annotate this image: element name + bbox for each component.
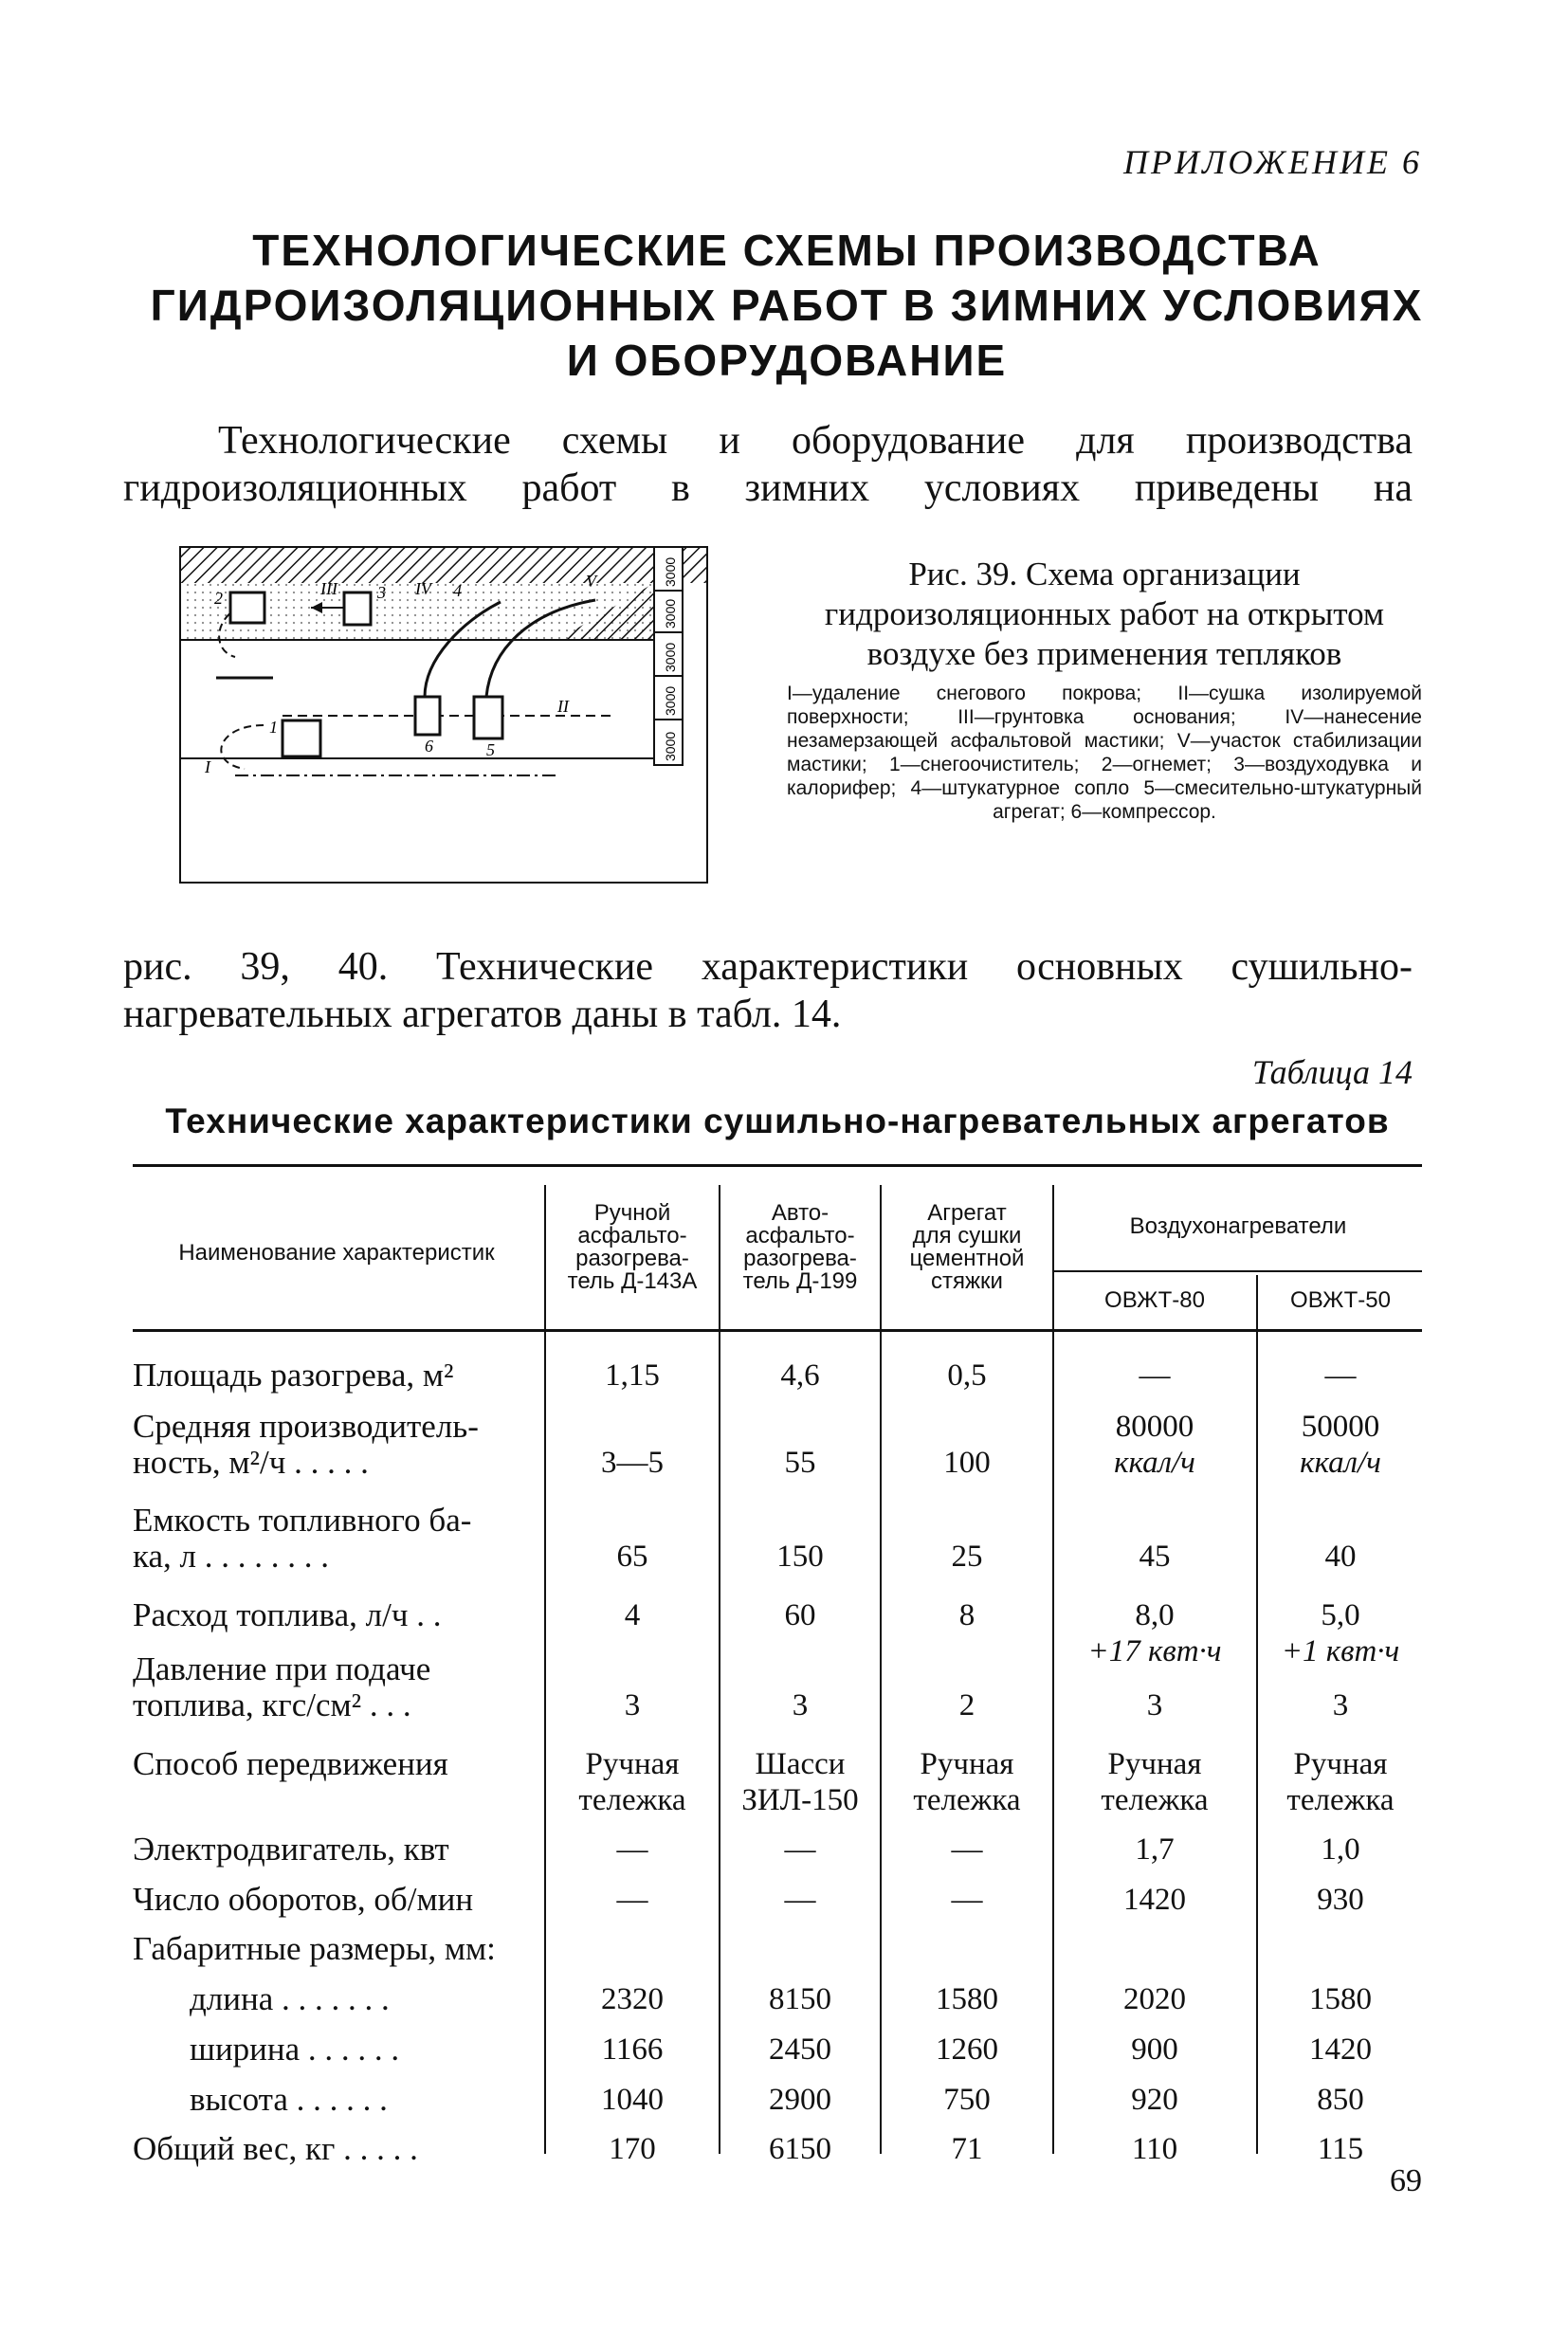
zone-label: V <box>586 572 596 591</box>
dimension-label: 3000 <box>663 685 678 716</box>
table-cell: Шасси ЗИЛ-150 <box>741 1747 859 1817</box>
row-label <box>133 1503 540 1575</box>
table-cell: — <box>951 1883 983 1917</box>
table-header-rule <box>133 1329 1422 1332</box>
row-label-line: ка, л . . . . . . . . <box>133 1538 329 1575</box>
table-cell: 2900 <box>769 2083 831 2117</box>
header-group-air-heaters: Воздухонагреватели <box>1129 1213 1347 1239</box>
dimension-label: 3000 <box>663 556 678 587</box>
table-cell: 170 <box>609 2132 656 2166</box>
row-label-line: высота . . . . . . <box>190 2081 388 2118</box>
table-cell: — <box>616 1883 648 1917</box>
table-cell: 4 <box>624 1598 641 1632</box>
zone-label: III <box>320 579 337 598</box>
page-title <box>123 223 1450 388</box>
row-label <box>133 1882 540 1918</box>
table-cell: 2320 <box>601 1982 664 2016</box>
header-col-5: ОВЖТ-50 <box>1290 1287 1391 1313</box>
table-cell: 2020 <box>1123 1982 1186 2016</box>
row-label <box>133 1409 540 1481</box>
table-cell: 8,0 +17 квт·ч <box>1087 1598 1222 1668</box>
machine-label: 1 <box>269 718 278 737</box>
header-col-1: Ручной асфальто- разогрева- тель Д-143А <box>567 1200 698 1294</box>
row-label-line: Емкость топливного ба- <box>133 1502 472 1539</box>
table-top-rule <box>133 1164 1422 1167</box>
figure-legend: I—удаление снегового покрова; II—сушка изолируемой поверхности; III—грунтовка основания; IV—нанесение незамерзающей асфальтовой мастики; V—участок стабилизации мастики; 1—снегоочиститель; 2—огнемет; 3—воздуходувка и калорифер; 4—штукатурное сопло 5—смесительно-штукатурный агрегат; 6—компрессор. <box>787 683 1422 823</box>
table-cell: Ручная тележка <box>578 1747 686 1817</box>
row-label-line: Число оборотов, об/мин <box>133 1881 474 1918</box>
row-label-line: Площадь разогрева, м² <box>133 1357 454 1394</box>
column-divider <box>880 1185 882 2154</box>
row-label <box>133 2131 540 2167</box>
machine-label: 6 <box>425 737 433 756</box>
row-label-line: Средняя производитель- <box>133 1408 479 1445</box>
table-cell: 4,6 <box>780 1358 820 1393</box>
table-label: Таблица 14 <box>1251 1053 1413 1091</box>
table-cell: 920 <box>1131 2083 1178 2117</box>
row-label-line: Давление при подаче <box>133 1650 431 1687</box>
figure-caption-title: Рис. 39. Схема организации гидроизоляционных работ на открытом воздухе без применения тепляков <box>824 556 1385 672</box>
table-cell: 0,5 <box>947 1358 987 1393</box>
continuation-paragraph: рис. 39, 40. Технические характеристики основных сушильно-нагревательных агрегатов даны в табл. 14. <box>123 945 1413 1036</box>
table-cell: 3 <box>624 1688 641 1722</box>
table-cell: 1,15 <box>605 1358 660 1393</box>
table-cell: 115 <box>1317 2132 1364 2166</box>
header-col-4: ОВЖТ-80 <box>1104 1287 1205 1313</box>
header-characteristic-name: Наименование характеристик <box>178 1240 495 1266</box>
table-cell: 50000 ккал/ч <box>1300 1410 1381 1480</box>
table-cell: 45 <box>1139 1540 1171 1574</box>
row-label-line: топлива, кгс/см² . . . <box>133 1686 411 1723</box>
machine-5 <box>474 697 502 738</box>
table-cell: 71 <box>951 2132 983 2166</box>
table-cell: 750 <box>943 2083 991 2117</box>
header-col-2: Авто- асфальто- разогрева- тель Д-199 <box>742 1200 858 1294</box>
machine-label: 2 <box>214 589 223 608</box>
table-cell: 25 <box>951 1540 983 1574</box>
row-label-line: Электродвигатель, квт <box>133 1831 449 1868</box>
row-label-line: длина . . . . . . . <box>190 1980 390 2017</box>
row-label-line: Габаритные размеры, мм: <box>133 1930 496 1967</box>
row-label <box>133 1832 540 1868</box>
column-divider <box>1256 1275 1258 2154</box>
row-label <box>133 1651 540 1723</box>
table-cell: 100 <box>943 1446 991 1480</box>
row-label <box>190 1981 540 2017</box>
dimension-label: 3000 <box>663 731 678 761</box>
table-cell: 6150 <box>769 2132 831 2166</box>
appendix-label: ПРИЛОЖЕНИЕ 6 <box>1123 143 1422 181</box>
table-cell: 1420 <box>1309 2032 1372 2067</box>
table-cell: — <box>1139 1358 1171 1393</box>
table-cell: — <box>616 1832 648 1867</box>
zone-label: I <box>205 757 210 776</box>
row-label <box>190 2082 540 2118</box>
intro-paragraph: Технологические схемы и оборудование для производства гидроизоляционных работ в зимних условиях приведены на <box>123 419 1413 510</box>
table-cell: 150 <box>776 1540 824 1574</box>
title-line-3: И ОБОРУДОВАНИЕ <box>566 336 1008 385</box>
zone-label: IV <box>415 579 431 598</box>
table-cell: 40 <box>1324 1540 1357 1574</box>
table-cell: 8 <box>958 1598 975 1632</box>
dimension-label: 3000 <box>663 598 678 629</box>
table-cell: 65 <box>616 1540 648 1574</box>
table-cell: — <box>1324 1358 1357 1393</box>
row-label-line: Расход топлива, л/ч . . <box>133 1596 442 1633</box>
group-header-rule <box>1052 1270 1422 1272</box>
row-label <box>133 1597 540 1633</box>
row-label-line: Способ передвижения <box>133 1745 448 1782</box>
table-cell: 930 <box>1317 1883 1364 1917</box>
table-cell: 60 <box>784 1598 816 1632</box>
machine-3 <box>344 592 371 625</box>
table-cell: — <box>784 1832 816 1867</box>
machine-label: 4 <box>453 581 462 600</box>
table-cell: 900 <box>1131 2032 1178 2067</box>
table-cell: 2450 <box>769 2032 831 2067</box>
table-cell: 1,7 <box>1135 1832 1175 1867</box>
row-label <box>133 1358 540 1394</box>
table-cell: 850 <box>1317 2083 1364 2117</box>
table-cell: 1040 <box>601 2083 664 2117</box>
table-cell: 1580 <box>936 1982 998 2016</box>
machine-label: 3 <box>377 583 386 602</box>
row-label-line: ность, м²/ч . . . . . <box>133 1444 369 1481</box>
table-cell: — <box>784 1883 816 1917</box>
table-cell: 3 <box>792 1688 809 1722</box>
table-cell: 3 <box>1332 1688 1349 1722</box>
table-cell: 8150 <box>769 1982 831 2016</box>
figure-caption <box>787 555 1422 824</box>
dimension-label: 3000 <box>663 642 678 672</box>
zone-label: II <box>557 697 569 716</box>
table-title: Технические характеристики сушильно-нагревательных агрегатов <box>165 1102 1390 1140</box>
table-cell: Ручная тележка <box>1286 1747 1395 1817</box>
table-cell: Ручная тележка <box>1101 1747 1209 1817</box>
table-cell: Ручная тележка <box>913 1747 1021 1817</box>
table-cell: 1420 <box>1123 1883 1186 1917</box>
machine-1 <box>283 720 320 756</box>
table-cell: 3 <box>1146 1688 1163 1722</box>
machine-label: 5 <box>486 740 495 759</box>
figure-39-diagram <box>178 545 709 886</box>
table-cell: 80000 ккал/ч <box>1114 1410 1195 1480</box>
column-divider <box>719 1185 720 2154</box>
column-divider <box>544 1185 546 2154</box>
table-cell: 110 <box>1131 2132 1178 2166</box>
header-col-3: Агрегат для сушки цементной стяжки <box>909 1200 1025 1294</box>
table-cell: — <box>951 1832 983 1867</box>
table-cell: 1260 <box>936 2032 998 2067</box>
table-cell: 1580 <box>1309 1982 1372 2016</box>
title-line-1: ТЕХНОЛОГИЧЕСКИЕ СХЕМЫ ПРОИЗВОДСТВА <box>252 226 1322 275</box>
title-line-2: ГИДРОИЗОЛЯЦИОННЫХ РАБОТ В ЗИМНИХ УСЛОВИЯХ <box>150 281 1424 330</box>
hatched-wall <box>180 547 707 583</box>
table-cell: 5,0 +1 квт·ч <box>1281 1598 1400 1668</box>
row-label <box>133 1931 540 1967</box>
table-cell: 1,0 <box>1321 1832 1360 1867</box>
table-cell: 55 <box>784 1446 816 1480</box>
row-label <box>133 1746 540 1782</box>
row-label-line: ширина . . . . . . <box>190 2031 400 2068</box>
row-label-line: Общий вес, кг . . . . . <box>133 2130 418 2167</box>
table-cell: 1166 <box>601 2032 664 2067</box>
route-arrow <box>221 725 264 769</box>
table-cell: 2 <box>958 1688 975 1722</box>
row-label <box>190 2032 540 2068</box>
table-cell: 3—5 <box>601 1446 664 1480</box>
page-number: 69 <box>1390 2163 1422 2198</box>
machine-6 <box>415 697 440 735</box>
machine-2 <box>230 592 264 623</box>
